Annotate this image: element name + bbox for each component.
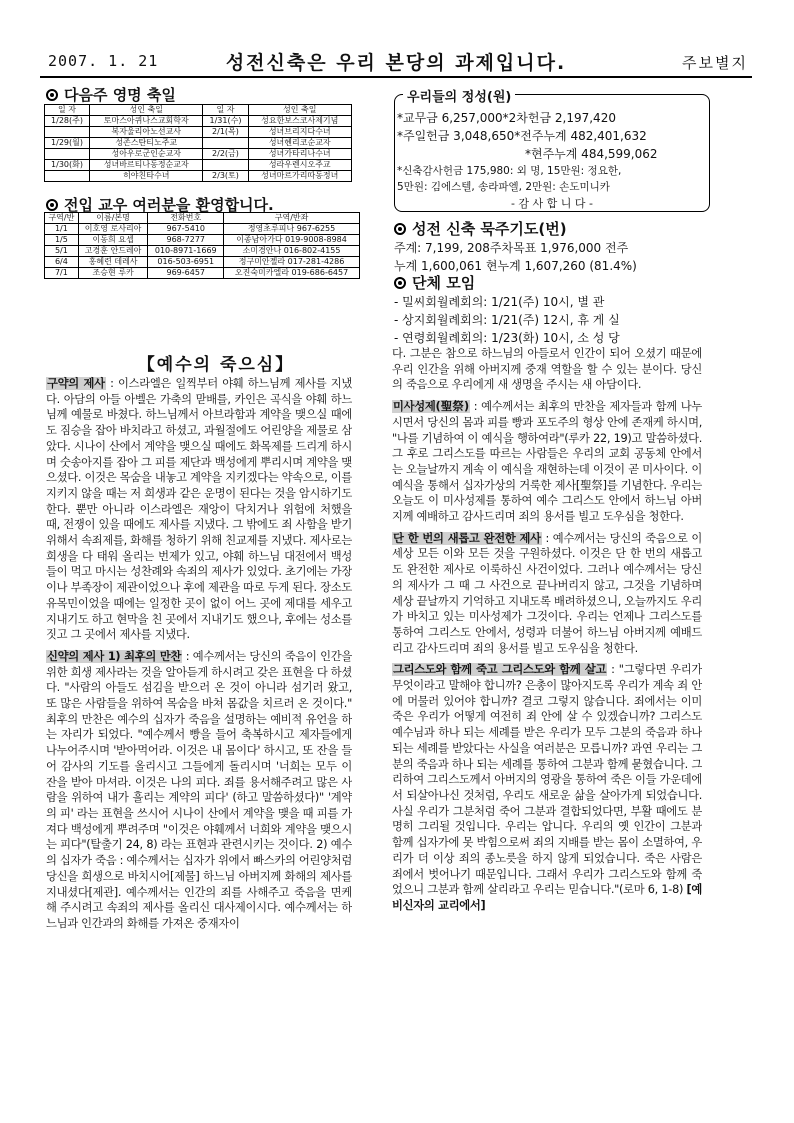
offering-thanks: - 감 사 합 니 다 - bbox=[510, 197, 594, 210]
table-cell bbox=[45, 149, 90, 160]
table-cell: 이호영 로사리아 bbox=[78, 224, 148, 235]
paragraph-heading: 신약의 제사 1) 최후의 만찬 bbox=[47, 649, 182, 663]
table-header-cell: 일 자 bbox=[45, 105, 90, 116]
circle-bullet-icon bbox=[394, 223, 406, 235]
issue-date: 2007. 1. 21 bbox=[48, 52, 159, 70]
table-row bbox=[45, 268, 360, 279]
paragraph-text: 다. 그분은 참으로 하느님의 아들로서 인간이 되어 오셨기 때문에 우리 인간을 위해 아버지께 중재 역할을 할 수 있는 분이다. 당신의 죽음으로 우리에게 새 생명을 주시는 새 아담이다. bbox=[392, 347, 702, 392]
table-row bbox=[45, 116, 352, 127]
article-right-column bbox=[392, 346, 702, 1066]
table-cell: 016-503-6951 bbox=[148, 257, 224, 268]
circle-bullet-icon bbox=[394, 277, 406, 289]
table-cell: 1/31(수) bbox=[203, 116, 248, 127]
saints-title: 다음주 영명 축일 bbox=[64, 86, 176, 104]
table-row bbox=[45, 127, 352, 138]
table-row bbox=[45, 171, 352, 182]
groups-title: 단체 모임 bbox=[412, 274, 476, 292]
article-paragraph bbox=[392, 399, 702, 525]
offering-line: *교무금 6,257,000*2차헌금 2,197,420 bbox=[397, 111, 616, 125]
table-cell: 홍혜련 데레사 bbox=[78, 257, 148, 268]
offering-line: *현주누계 484,599,062 bbox=[525, 147, 658, 161]
table-cell: 6/4 bbox=[45, 257, 79, 268]
saints-section bbox=[46, 84, 176, 105]
table-cell: 조승현 루카 bbox=[78, 268, 148, 279]
table-row bbox=[45, 160, 352, 171]
table-cell: 성녀헨리코순교자 bbox=[248, 138, 352, 149]
table-cell bbox=[203, 160, 248, 171]
table-cell: 1/1 bbox=[45, 224, 79, 235]
table-cell: 성라우렌시오주교 bbox=[248, 160, 352, 171]
paragraph-heading: 미사성제(聖祭) bbox=[393, 400, 469, 414]
table-cell: 토마스아퀴나스교회학자 bbox=[90, 116, 203, 127]
saints-table bbox=[44, 104, 352, 182]
table-cell: 고경훈 안드레아 bbox=[78, 246, 148, 257]
circle-bullet-icon bbox=[46, 199, 58, 211]
table-cell: 히야친타수녀 bbox=[90, 171, 203, 182]
table-cell: 969-6457 bbox=[148, 268, 224, 279]
table-header-cell: 일 자 bbox=[203, 105, 248, 116]
table-cell: 1/5 bbox=[45, 235, 79, 246]
table-cell bbox=[45, 171, 90, 182]
group-item: - 상지회월례회의: 1/21(주) 12시, 휴 게 실 bbox=[394, 313, 620, 327]
paragraph-text: : 예수께서는 당신의 죽음이 인간을 위한 희생 제사라는 것을 알아듣게 하시려고 갖은 표현을 다 하셨다. "사람의 아들도 섬김을 받으러 온 것이 아니라 섬기러 왔고, 또 많은 사람들을 위하여 목숨을 바쳐 몸값을 치르러 온 것이다." 최후의 만찬은 예수의 십자가 죽음을 설명하는 예비적 유언을 하는 자리가 되었다. "예수께서 빵을 들어 축복하시고 제자들에게 나누어주시며 '받아먹어라. 이것은 내 몸이다' 하시고, 또 잔을 들어 감사의 기도를 올리시고 그들에게 돌리시며 '너희는 모두 이 잔을 받아 마셔라. 이것은 나의 피다. 죄를 용서해주려고 많은 사람을 위하여 내가 흘리는 계약의 피다' (하고 말씀하셨다)" '계약의 피' 라는 표현을 쓰시어 시나이 산에서 계약을 맺을 때 피를 가져다 백성에게 뿌려주며 "이것은 야훼께서 너희와 계약을 맺으시는 피다"(탈출기 24, 8) 라는 표현과 관련시키는 것이다. 2) 예수의 십자가 죽음 : 예수께서는 십자가 위에서 빠스카의 어린양처럼 당신을 희생으로 바치시어[제물] 하느님 아버지께 화해의 제사를 지내셨다[제관]. 예수께서는 인간의 죄를 사해주고 죽음을 면케 해 주시려고 속죄의 제사를 올리신 대사제이시다. 예수께서는 하느님과 인간과의 화해를 가져온 중재자이 bbox=[46, 649, 352, 930]
table-cell: 성존스탄티노주교 bbox=[90, 138, 203, 149]
groups-section bbox=[394, 272, 710, 347]
table-header-cell: 이름/본명 bbox=[78, 213, 148, 224]
table-header-cell: 성인 축일 bbox=[248, 105, 352, 116]
table-cell: 성녀마르가리따동정녀 bbox=[248, 171, 352, 182]
paragraph-text: : 예수께서는 최후의 만찬을 제자들과 함께 나누시면서 당신의 몸과 피를 빵과 포도주의 형상 안에 존재케 하시며, "나를 기념하여 이 예식을 행하여라"(루카 22, 19)고 말씀하셨다. 그 후로 그리스도를 따르는 사람들은 우리의 교회 공동체 안에서는 오늘날까지 계속 이 예식을 재현하는데 이것이 곧 미사이다. 이 예식을 통해서 십자가상의 거룩한 제사[聖祭]를 기념한다. 우리는 오늘도 이 미사성제를 통하여 예수 그리스도 안에서 하느님 아버지께 예배하고 감사드리며 죄의 용서를 빌고 도우심을 청한다. bbox=[392, 400, 702, 524]
prayer-line: 누계 1,600,061 현누계 1,607,260 (81.4%) bbox=[394, 259, 637, 273]
page-header bbox=[40, 48, 752, 78]
table-row bbox=[45, 224, 360, 235]
table-cell: 정구미안젤라 017-281-4286 bbox=[224, 257, 360, 268]
offering-line: *주일헌금 3,048,650*전주누계 482,401,632 bbox=[397, 129, 647, 143]
table-cell: 7/1 bbox=[45, 268, 79, 279]
table-cell: 성녀바르티나동정순교자 bbox=[90, 160, 203, 171]
offering-line: 5만원: 김에스텔, 송라파엘, 2만원: 손도미니카 bbox=[397, 181, 610, 193]
group-item: - 연령회월례회의: 1/23(화) 10시, 소 성 당 bbox=[394, 331, 620, 345]
bulletin-tag: 주보별지 bbox=[682, 54, 748, 72]
table-cell bbox=[45, 127, 90, 138]
table-cell: 2/1(목) bbox=[203, 127, 248, 138]
paragraph-heading: 그리스도와 함께 죽고 그리스도와 함께 살고 bbox=[393, 663, 607, 677]
offering-box bbox=[394, 90, 710, 212]
table-header-cell: 구역/반좌 bbox=[224, 213, 360, 224]
paragraph-heading: 단 한 번의 새롭고 완전한 제사 bbox=[393, 531, 541, 545]
article-paragraph bbox=[46, 649, 352, 932]
article-paragraph bbox=[46, 376, 352, 643]
paragraph-text: : 이스라엘은 일찍부터 야훼 하느님께 제사를 지냈다. 아담의 아들 아벨은 가축의 맏배를, 카인은 곡식을 야훼 하느님께 예물로 바쳤다. 하느님께서 아브라함과 계약을 맺으실 때에도 짐승을 잡아 바치라고 하셨고, 과월절에도 어린양을 제물로 삼았다. 시나이 산에서 계약을 맺으실 때에도 화목제를 드리게 하시며 숫송아지를 잡아 그 피를 제단과 백성에게 뿌리시며 계약을 맺으셨다. 이것은 목숨을 내놓고 계약을 지키겠다는 약속으로, 이를 지키지 않을 때는 저 희생과 같은 운명이 된다는 것을 암시하기도 한다. 뿐만 아니라 이스라엘은 재앙이 닥치거나 위험에 처했을 때, 전쟁이 있을 때에도 제사를 지냈다. 그 밖에도 죄 사함을 받기 위해서 속죄제를, 화해를 청하기 위해 친교제를 지냈다. 제사로는 희생을 다 태워 올리는 번제가 있고, 야훼 하느님 대전에서 백성들이 먹고 마시는 성찬례와 속죄의 제사가 있었다. 초기에는 가장이나 부족장이 제관이었으나 후에 제관을 따로 두게 된다. 장소도 유목민이었을 때에는 일정한 곳이 없이 어느 곳에 제대를 세우고 지내기도 하고 현막을 친 곳에서 지내기도 했으나, 후에는 성소를 짓고 그 곳에서 제사를 지냈다. bbox=[46, 377, 352, 642]
circle-bullet-icon bbox=[46, 89, 58, 101]
table-cell: 성아우로군인순교자 bbox=[90, 149, 203, 160]
table-header-cell: 구역/반 bbox=[45, 213, 79, 224]
table-row bbox=[45, 149, 352, 160]
table-header-cell: 전화번호 bbox=[148, 213, 224, 224]
newcomers-title: 전입 교우 여러분을 환영합니다. bbox=[64, 196, 274, 214]
table-cell: 복자울리아노선교사 bbox=[90, 127, 203, 138]
table-cell: 정영초루피나 967-6255 bbox=[224, 224, 360, 235]
table-row bbox=[45, 138, 352, 149]
table-cell: 오진숙미카엘라 019-686-6457 bbox=[224, 268, 360, 279]
table-cell: 소미경안나 016-802-4155 bbox=[224, 246, 360, 257]
table-cell: 5/1 bbox=[45, 246, 79, 257]
table-cell: 성요한보스코사제기념 bbox=[248, 116, 352, 127]
table-cell: 2/3(토) bbox=[203, 171, 248, 182]
table-cell: 010-8971-1669 bbox=[148, 246, 224, 257]
prayer-section bbox=[394, 218, 710, 275]
table-cell: 968-7277 bbox=[148, 235, 224, 246]
article-source: [예비신자의 교리에서] bbox=[392, 883, 702, 912]
table-cell: 2/2(금) bbox=[203, 149, 248, 160]
prayer-title: 성전 신축 묵주기도(번) bbox=[412, 220, 567, 238]
offering-title: 우리들의 정성(원) bbox=[403, 86, 515, 105]
table-cell: 성녀가타리나수녀 bbox=[248, 149, 352, 160]
table-cell: 967-5410 bbox=[148, 224, 224, 235]
offering-line: *신축감사헌금 175,980: 외 명, 15만원: 정요한, bbox=[397, 165, 622, 177]
table-cell: 이동희 요셉 bbox=[78, 235, 148, 246]
table-row bbox=[45, 235, 360, 246]
table-header-cell: 성인 축일 bbox=[90, 105, 203, 116]
table-cell: 1/28(주) bbox=[45, 116, 90, 127]
table-row bbox=[45, 257, 360, 268]
prayer-line: 주계: 7,199, 208주차목표 1,976,000 전주 bbox=[394, 241, 629, 255]
paragraph-text: : "그렇다면 우리가 무엇이라고 말해야 합니까? 은총이 많아지도록 우리가 계속 죄 안에 머물러 있어야 합니까? 결코 그렇지 않습니다. 죄에서는 이미 죽은 우리가 어떻게 여전히 죄 안에 살 수 있겠습니까? 그리스도 예수님과 하나 되는 세례를 받은 우리가 모두 그분의 죽음과 하나 되는 세례를 받았다는 사실을 여러분은 모릅니까? 과연 우리는 그분의 죽음과 하나 되는 세례를 통하여 그분과 함께 묻혔습니다. 그리하여 그리스도께서 아버지의 영광을 통하여 죽은 이들 가운데에서 되살아나신 것처럼, 우리도 새로운 삶을 살아가게 되었습니다. 사실 우리가 그분처럼 죽어 그분과 결합되었다면, 부활 때에도 분명히 그리될 것입니다. 우리는 압니다. 우리의 옛 인간이 그분과 함께 십자가에 못 박힘으로써 죄의 지배를 받는 몸이 소멸하여, 우리가 더 이상 죄의 종노릇을 하지 않게 되었습니다. 죽은 사람은 죄에서 벗어나기 때문입니다. 그래서 우리가 그리스도와 함께 죽었으니 그분과 함께 살리라고 우리는 믿습니다."(로마 6, 1-8) bbox=[392, 663, 702, 897]
article-paragraph bbox=[392, 346, 702, 393]
table-cell: 1/29(월) bbox=[45, 138, 90, 149]
table-cell: 1/30(화) bbox=[45, 160, 90, 171]
article-left-column bbox=[46, 376, 352, 1076]
article-paragraph bbox=[392, 531, 702, 657]
table-cell: 이종남아가다 019-9008-8984 bbox=[224, 235, 360, 246]
article-title: 【예수의 죽으심】 bbox=[137, 355, 295, 375]
table-cell bbox=[203, 138, 248, 149]
newcomers-table bbox=[44, 212, 360, 279]
table-cell: 성녀브리지다수녀 bbox=[248, 127, 352, 138]
group-item: - 밀씨회월례회의: 1/21(주) 10시, 별 관 bbox=[394, 295, 605, 309]
paragraph-heading: 구약의 제사 bbox=[47, 377, 105, 390]
paragraph-text: : 예수께서는 당신의 죽음으로 이 세상 모든 이와 모든 것을 구원하셨다. 이것은 단 한 번의 새롭고도 완전한 제사로 이룩하신 사건이었다. 그러나 예수께서는 당신의 제사가 그 때 그 사건으로 끝나버리지 않고, 그것을 기념하며 세상 끝날까지 기억하고 지내도록 배려하셨으니, 오늘까지도 우리가 바치고 있는 미사성제가 그것이다. 우리는 언제나 그리스도를 통하여 그리스도 안에서, 성령과 더불어 하느님 아버지께 예배드리고 감사드리며 죄의 용서를 빌고 도우심을 청한다. bbox=[392, 531, 702, 655]
article-paragraph bbox=[392, 662, 702, 913]
page-title: 성전신축은 우리 본당의 과제입니다. bbox=[225, 52, 567, 74]
table-row bbox=[45, 246, 360, 257]
